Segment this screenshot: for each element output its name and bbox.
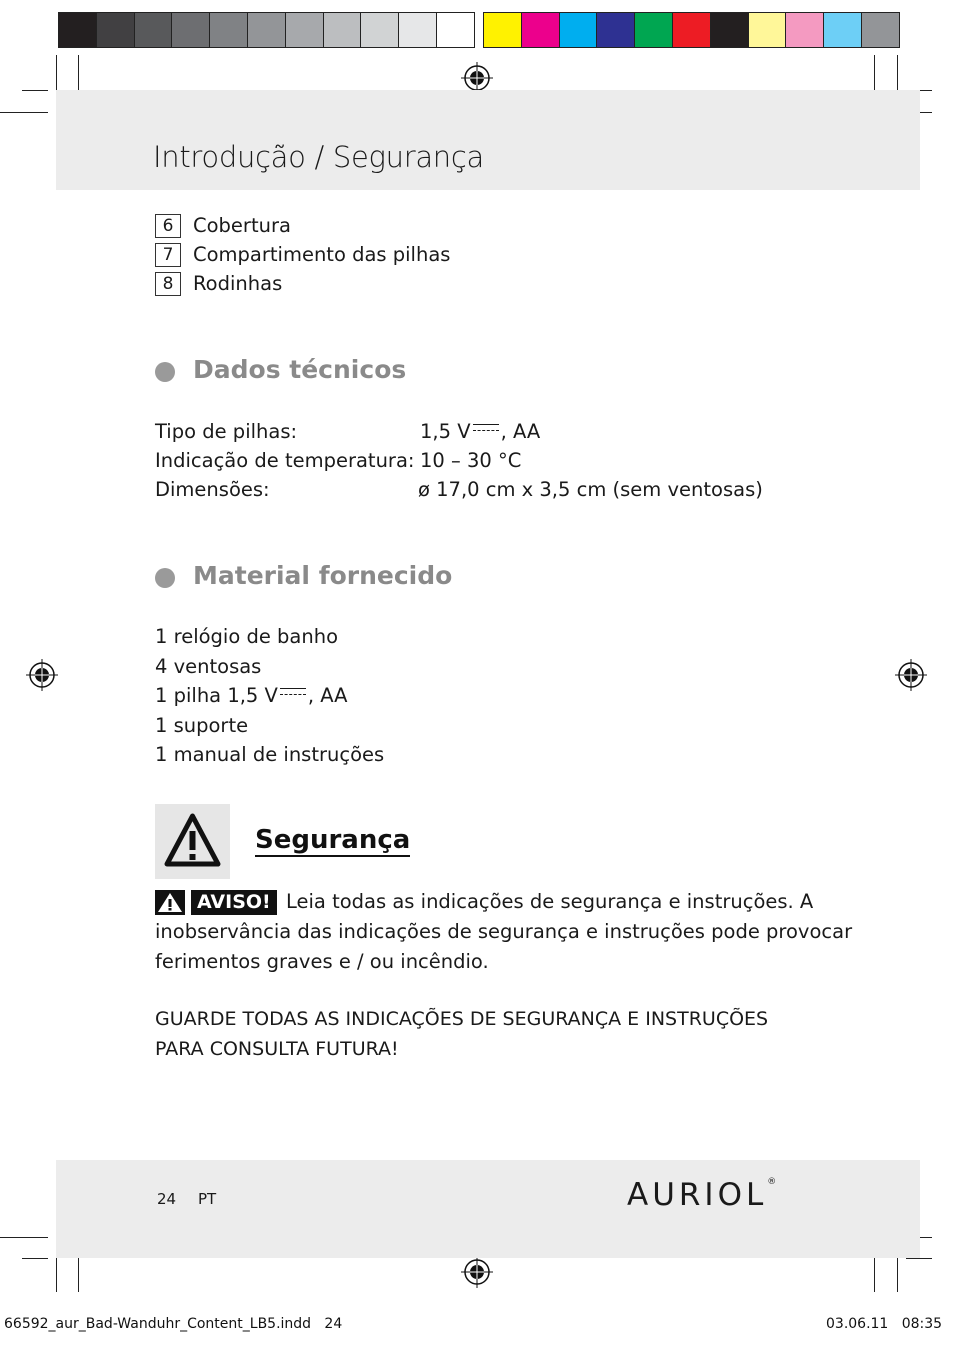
color-swatch: [823, 12, 862, 48]
warning-label: AVISO!: [191, 890, 277, 915]
crop-mark: [874, 1252, 875, 1292]
color-swatch: [634, 12, 673, 48]
color-swatch: [483, 12, 522, 48]
crop-mark: [874, 55, 875, 95]
crop-mark: [22, 90, 48, 91]
registration-mark-icon: [895, 659, 927, 691]
supplied-item-text: 1 pilha 1,5 V: [155, 684, 278, 707]
section-title-tech: Dados técnicos: [193, 355, 407, 384]
registered-mark: ®: [767, 1177, 777, 1187]
gray-swatch: [398, 12, 437, 48]
tech-label: Tipo de pilhas:: [155, 420, 298, 443]
tech-value-suffix: , AA: [500, 420, 541, 443]
part-number-badge: 6: [155, 214, 181, 238]
part-label: Compartimento das pilhas: [193, 243, 451, 266]
page-title: Introdução / Segurança: [153, 140, 485, 174]
dc-current-icon: [280, 688, 306, 700]
warning-triangle-icon: [155, 890, 185, 915]
warning-triangle-icon: [155, 804, 230, 879]
crop-mark: [0, 112, 48, 113]
crop-mark: [906, 1258, 932, 1259]
color-swatch: [521, 12, 560, 48]
registration-mark-icon: [461, 1256, 493, 1288]
tech-value: 10 – 30 °C: [420, 449, 522, 472]
warning-text: Leia todas as indicações de segurança e instruções. A: [286, 890, 814, 913]
crop-mark: [56, 1252, 57, 1292]
section-bullet-icon: [155, 568, 175, 588]
footer-band: [56, 1160, 920, 1258]
gray-swatch: [436, 12, 475, 48]
color-swatch: [861, 12, 900, 48]
gray-swatch: [96, 12, 135, 48]
crop-mark: [78, 55, 79, 95]
part-number-badge: 7: [155, 243, 181, 267]
color-swatch: [559, 12, 598, 48]
crop-mark: [897, 55, 898, 95]
part-label: Cobertura: [193, 214, 291, 237]
supplied-item: 1 suporte: [155, 714, 249, 737]
crop-mark: [897, 1252, 898, 1292]
brand-wordmark: AURIOL: [627, 1177, 768, 1213]
color-swatch: [596, 12, 635, 48]
keep-instructions-text: GUARDE TODAS AS INDICAÇÕES DE SEGURANÇA E INSTRUÇÕES: [155, 1008, 769, 1030]
color-swatch: [672, 12, 711, 48]
crop-mark: [0, 1237, 48, 1238]
supplied-item: 1 relógio de banho: [155, 625, 339, 648]
gray-swatch: [58, 12, 97, 48]
gray-swatch: [247, 12, 286, 48]
crop-mark: [22, 1258, 48, 1259]
tech-value-text: 1,5 V: [420, 420, 471, 443]
dc-current-icon: [473, 424, 499, 436]
gray-swatch: [323, 12, 362, 48]
supplied-item: [155, 684, 348, 707]
keep-instructions-text: PARA CONSULTA FUTURA!: [155, 1038, 399, 1060]
language-code: PT: [198, 1190, 217, 1208]
tech-value: ø 17,0 cm x 3,5 cm (sem ventosas): [418, 478, 763, 501]
tech-value: [420, 420, 540, 443]
supplied-item: 4 ventosas: [155, 655, 262, 678]
gray-swatch: [360, 12, 399, 48]
gray-swatch: [134, 12, 173, 48]
gray-swatch: [285, 12, 324, 48]
supplied-item-suffix: , AA: [307, 684, 348, 707]
tech-label: Indicação de temperatura:: [155, 449, 415, 472]
tech-label: Dimensões:: [155, 478, 270, 501]
color-swatch: [748, 12, 787, 48]
color-swatch: [710, 12, 749, 48]
section-title-safety: Segurança: [255, 825, 411, 855]
warning-triangle-box: [155, 804, 230, 879]
slug-date: 03.06.11 08:35: [826, 1316, 943, 1332]
registration-mark-icon: [26, 659, 58, 691]
gray-swatch: [171, 12, 210, 48]
section-title-supplied: Material fornecido: [193, 561, 453, 590]
section-bullet-icon: [155, 362, 175, 382]
brand-logo: [627, 1175, 776, 1215]
gray-swatch: [209, 12, 248, 48]
warning-text: inobservância das indicações de segurança e instruções pode provocar: [155, 920, 853, 943]
page-number: 24: [157, 1190, 177, 1208]
crop-mark: [78, 1252, 79, 1292]
supplied-item: 1 manual de instruções: [155, 743, 385, 766]
part-label: Rodinhas: [193, 272, 283, 295]
part-number-badge: 8: [155, 272, 181, 296]
crop-mark: [56, 55, 57, 95]
warning-text: ferimentos graves e / ou incêndio.: [155, 950, 489, 973]
color-swatch: [785, 12, 824, 48]
warning-icon-small: [155, 890, 185, 915]
slug-file-info: 66592_aur_Bad-Wanduhr_Content_LB5.indd 24: [4, 1316, 343, 1332]
